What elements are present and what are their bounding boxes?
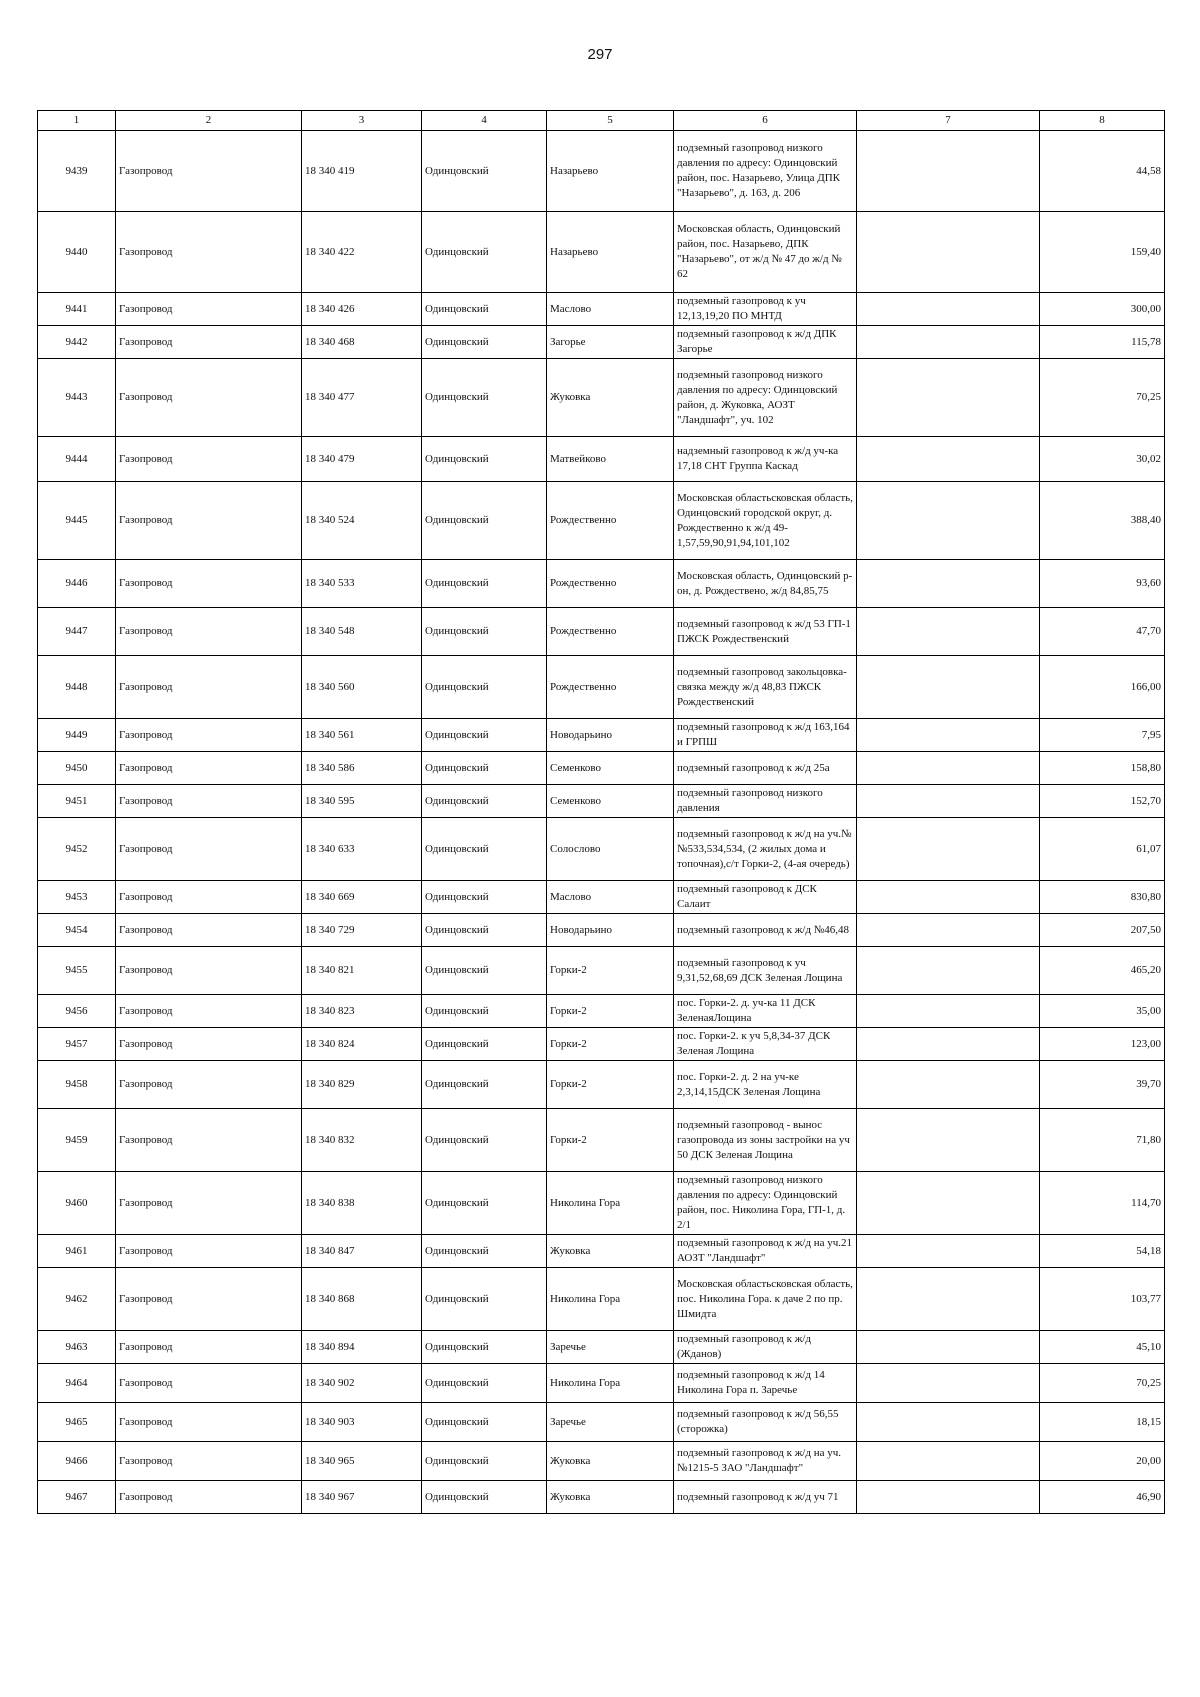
value-cell: 465,20 (1040, 947, 1165, 995)
district-cell: Одинцовский (422, 818, 547, 881)
table-row (38, 212, 1165, 293)
locality-cell: Горки-2 (547, 1109, 674, 1172)
district-cell: Одинцовский (422, 1172, 547, 1235)
table-row (38, 881, 1165, 914)
object-type-cell: Газопровод (116, 719, 302, 752)
object-type-cell: Газопровод (116, 1235, 302, 1268)
description-cell: подземный газопровод к ж/д на уч.№1215-5 ЗАО "Ландшафт" (674, 1442, 857, 1481)
value-cell: 20,00 (1040, 1442, 1165, 1481)
code-cell: 18 340 595 (302, 785, 422, 818)
table-row (38, 1442, 1165, 1481)
locality-cell: Горки-2 (547, 1061, 674, 1109)
row-number-cell: 9451 (38, 785, 116, 818)
code-cell: 18 340 838 (302, 1172, 422, 1235)
row-number-cell: 9444 (38, 437, 116, 482)
code-cell: 18 340 422 (302, 212, 422, 293)
description-cell: надземный газопровод к ж/д уч-ка 17,18 СНТ Группа Каскад (674, 437, 857, 482)
value-cell: 61,07 (1040, 818, 1165, 881)
value-cell: 70,25 (1040, 359, 1165, 437)
code-cell: 18 340 967 (302, 1481, 422, 1514)
column-7-cell (857, 1268, 1040, 1331)
description-cell: подземный газопровод низкого давления по адресу: Одинцовский район, пос. Николина Гора, ГП-1, д. 2/1 (674, 1172, 857, 1235)
column-7-cell (857, 437, 1040, 482)
row-number-cell: 9445 (38, 482, 116, 560)
table-row (38, 1109, 1165, 1172)
column-header: 6 (674, 111, 857, 131)
district-cell: Одинцовский (422, 1442, 547, 1481)
value-cell: 207,50 (1040, 914, 1165, 947)
column-7-cell (857, 560, 1040, 608)
description-cell: подземный газопровод закольцовка-связка между ж/д 48,83 ПЖСК Рождественский (674, 656, 857, 719)
code-cell: 18 340 823 (302, 995, 422, 1028)
row-number-cell: 9448 (38, 656, 116, 719)
description-cell: подземный газопровод к ж/д 14 Николина Гора п. Заречье (674, 1364, 857, 1403)
table-row (38, 914, 1165, 947)
object-type-cell: Газопровод (116, 1061, 302, 1109)
object-type-cell: Газопровод (116, 326, 302, 359)
object-type-cell: Газопровод (116, 752, 302, 785)
value-cell: 70,25 (1040, 1364, 1165, 1403)
district-cell: Одинцовский (422, 1109, 547, 1172)
row-number-cell: 9449 (38, 719, 116, 752)
table-row (38, 1481, 1165, 1514)
description-cell: Московская область, Одинцовский район, пос. Назарьево, ДПК "Назарьево", от ж/д № 47 до ж/д № 62 (674, 212, 857, 293)
column-7-cell (857, 1028, 1040, 1061)
code-cell: 18 340 821 (302, 947, 422, 995)
district-cell: Одинцовский (422, 1403, 547, 1442)
code-cell: 18 340 468 (302, 326, 422, 359)
value-cell: 114,70 (1040, 1172, 1165, 1235)
column-7-cell (857, 656, 1040, 719)
locality-cell: Николина Гора (547, 1268, 674, 1331)
locality-cell: Заречье (547, 1403, 674, 1442)
value-cell: 7,95 (1040, 719, 1165, 752)
code-cell: 18 340 633 (302, 818, 422, 881)
locality-cell: Заречье (547, 1331, 674, 1364)
locality-cell: Новодарьино (547, 719, 674, 752)
value-cell: 152,70 (1040, 785, 1165, 818)
description-cell: пос. Горки-2. д. уч-ка 11 ДСК ЗеленаяЛощина (674, 995, 857, 1028)
description-cell: пос. Горки-2. д. 2 на уч-ке 2,3,14,15ДСК Зеленая Лощина (674, 1061, 857, 1109)
table-row (38, 131, 1165, 212)
district-cell: Одинцовский (422, 785, 547, 818)
row-number-cell: 9440 (38, 212, 116, 293)
locality-cell: Новодарьино (547, 914, 674, 947)
object-type-cell: Газопровод (116, 131, 302, 212)
table-row (38, 560, 1165, 608)
object-type-cell: Газопровод (116, 881, 302, 914)
description-cell: подземный газопровод к ж/д 163,164 и ГРПШ (674, 719, 857, 752)
row-number-cell: 9463 (38, 1331, 116, 1364)
row-number-cell: 9457 (38, 1028, 116, 1061)
table-row (38, 818, 1165, 881)
locality-cell: Солослово (547, 818, 674, 881)
value-cell: 166,00 (1040, 656, 1165, 719)
description-cell: подземный газопровод к ж/д на уч.№№533,534,534, (2 жилых дома и топочная),с/т Горки-2, (4-ая очередь) (674, 818, 857, 881)
district-cell: Одинцовский (422, 719, 547, 752)
object-type-cell: Газопровод (116, 1364, 302, 1403)
locality-cell: Рождественно (547, 482, 674, 560)
district-cell: Одинцовский (422, 914, 547, 947)
locality-cell: Жуковка (547, 1481, 674, 1514)
district-cell: Одинцовский (422, 1364, 547, 1403)
column-7-cell (857, 785, 1040, 818)
row-number-cell: 9456 (38, 995, 116, 1028)
value-cell: 45,10 (1040, 1331, 1165, 1364)
object-type-cell: Газопровод (116, 608, 302, 656)
table-row (38, 752, 1165, 785)
code-cell: 18 340 561 (302, 719, 422, 752)
row-number-cell: 9446 (38, 560, 116, 608)
object-type-cell: Газопровод (116, 212, 302, 293)
row-number-cell: 9458 (38, 1061, 116, 1109)
district-cell: Одинцовский (422, 437, 547, 482)
description-cell: Московская область, Одинцовский р-он, д. Рождествено, ж/д 84,85,75 (674, 560, 857, 608)
description-cell: подземный газопровод к ж/д (Жданов) (674, 1331, 857, 1364)
object-type-cell: Газопровод (116, 1109, 302, 1172)
code-cell: 18 340 586 (302, 752, 422, 785)
column-7-cell (857, 212, 1040, 293)
value-cell: 159,40 (1040, 212, 1165, 293)
object-type-cell: Газопровод (116, 1028, 302, 1061)
district-cell: Одинцовский (422, 995, 547, 1028)
row-number-cell: 9465 (38, 1403, 116, 1442)
row-number-cell: 9439 (38, 131, 116, 212)
column-header: 7 (857, 111, 1040, 131)
value-cell: 388,40 (1040, 482, 1165, 560)
table-row (38, 1028, 1165, 1061)
locality-cell: Николина Гора (547, 1364, 674, 1403)
row-number-cell: 9461 (38, 1235, 116, 1268)
district-cell: Одинцовский (422, 359, 547, 437)
column-7-cell (857, 359, 1040, 437)
row-number-cell: 9447 (38, 608, 116, 656)
value-cell: 830,80 (1040, 881, 1165, 914)
object-type-cell: Газопровод (116, 1442, 302, 1481)
locality-cell: Жуковка (547, 1235, 674, 1268)
table-row (38, 1331, 1165, 1364)
column-7-cell (857, 1172, 1040, 1235)
district-cell: Одинцовский (422, 1268, 547, 1331)
locality-cell: Жуковка (547, 1442, 674, 1481)
column-7-cell (857, 131, 1040, 212)
object-type-cell: Газопровод (116, 818, 302, 881)
code-cell: 18 340 894 (302, 1331, 422, 1364)
locality-cell: Семенково (547, 785, 674, 818)
table-row (38, 1172, 1165, 1235)
district-cell: Одинцовский (422, 752, 547, 785)
row-number-cell: 9441 (38, 293, 116, 326)
district-cell: Одинцовский (422, 881, 547, 914)
table-row (38, 293, 1165, 326)
row-number-cell: 9460 (38, 1172, 116, 1235)
description-cell: подземный газопровод к уч 9,31,52,68,69 ДСК Зеленая Лощина (674, 947, 857, 995)
description-cell: подземный газопровод к ж/д на уч.21 АОЗТ "Ландшафт" (674, 1235, 857, 1268)
object-type-cell: Газопровод (116, 1172, 302, 1235)
locality-cell: Загорье (547, 326, 674, 359)
object-type-cell: Газопровод (116, 947, 302, 995)
column-7-cell (857, 1061, 1040, 1109)
row-number-cell: 9454 (38, 914, 116, 947)
district-cell: Одинцовский (422, 560, 547, 608)
description-cell: подземный газопровод к ж/д уч 71 (674, 1481, 857, 1514)
object-type-cell: Газопровод (116, 785, 302, 818)
district-cell: Одинцовский (422, 131, 547, 212)
row-number-cell: 9442 (38, 326, 116, 359)
column-header: 3 (302, 111, 422, 131)
code-cell: 18 340 903 (302, 1403, 422, 1442)
locality-cell: Маслово (547, 293, 674, 326)
column-header: 1 (38, 111, 116, 131)
district-cell: Одинцовский (422, 947, 547, 995)
code-cell: 18 340 832 (302, 1109, 422, 1172)
row-number-cell: 9464 (38, 1364, 116, 1403)
value-cell: 35,00 (1040, 995, 1165, 1028)
value-cell: 71,80 (1040, 1109, 1165, 1172)
column-7-cell (857, 1235, 1040, 1268)
row-number-cell: 9466 (38, 1442, 116, 1481)
description-cell: подземный газопровод к ж/д №46,48 (674, 914, 857, 947)
object-type-cell: Газопровод (116, 656, 302, 719)
district-cell: Одинцовский (422, 1235, 547, 1268)
column-7-cell (857, 719, 1040, 752)
description-cell: подземный газопровод к ж/д ДПК Загорье (674, 326, 857, 359)
column-header: 5 (547, 111, 674, 131)
column-header: 4 (422, 111, 547, 131)
description-cell: подземный газопровод к уч 12,13,19,20 ПО МНТД (674, 293, 857, 326)
table-row (38, 1235, 1165, 1268)
value-cell: 123,00 (1040, 1028, 1165, 1061)
column-7-cell (857, 1481, 1040, 1514)
locality-cell: Николина Гора (547, 1172, 674, 1235)
object-type-cell: Газопровод (116, 914, 302, 947)
table-row (38, 437, 1165, 482)
description-cell: подземный газопровод к ДСК Салаит (674, 881, 857, 914)
object-type-cell: Газопровод (116, 359, 302, 437)
object-type-cell: Газопровод (116, 1481, 302, 1514)
table-row (38, 785, 1165, 818)
object-type-cell: Газопровод (116, 560, 302, 608)
code-cell: 18 340 548 (302, 608, 422, 656)
code-cell: 18 340 524 (302, 482, 422, 560)
column-7-cell (857, 608, 1040, 656)
object-type-cell: Газопровод (116, 482, 302, 560)
code-cell: 18 340 533 (302, 560, 422, 608)
row-number-cell: 9452 (38, 818, 116, 881)
description-cell: подземный газопровод низкого давления по адресу: Одинцовский район, пос. Назарьево, Улица ДПК "Назарьево", д. 163, д. 206 (674, 131, 857, 212)
object-type-cell: Газопровод (116, 995, 302, 1028)
description-cell: подземный газопровод низкого давления (674, 785, 857, 818)
district-cell: Одинцовский (422, 212, 547, 293)
column-7-cell (857, 1331, 1040, 1364)
object-type-cell: Газопровод (116, 437, 302, 482)
column-7-cell (857, 1109, 1040, 1172)
code-cell: 18 340 560 (302, 656, 422, 719)
column-7-cell (857, 881, 1040, 914)
value-cell: 158,80 (1040, 752, 1165, 785)
table-row (38, 608, 1165, 656)
locality-cell: Семенково (547, 752, 674, 785)
page-number: 297 (587, 46, 613, 63)
object-type-cell: Газопровод (116, 293, 302, 326)
column-header: 8 (1040, 111, 1165, 131)
description-cell: пос. Горки-2. к уч 5,8,34-37 ДСК Зеленая Лощина (674, 1028, 857, 1061)
code-cell: 18 340 829 (302, 1061, 422, 1109)
value-cell: 300,00 (1040, 293, 1165, 326)
row-number-cell: 9453 (38, 881, 116, 914)
object-type-cell: Газопровод (116, 1403, 302, 1442)
value-cell: 47,70 (1040, 608, 1165, 656)
locality-cell: Назарьево (547, 212, 674, 293)
code-cell: 18 340 847 (302, 1235, 422, 1268)
row-number-cell: 9443 (38, 359, 116, 437)
code-cell: 18 340 426 (302, 293, 422, 326)
column-7-cell (857, 293, 1040, 326)
table-row (38, 482, 1165, 560)
row-number-cell: 9462 (38, 1268, 116, 1331)
code-cell: 18 340 477 (302, 359, 422, 437)
value-cell: 44,58 (1040, 131, 1165, 212)
code-cell: 18 340 479 (302, 437, 422, 482)
value-cell: 39,70 (1040, 1061, 1165, 1109)
value-cell: 30,02 (1040, 437, 1165, 482)
object-type-cell: Газопровод (116, 1268, 302, 1331)
column-7-cell (857, 752, 1040, 785)
table-row (38, 947, 1165, 995)
district-cell: Одинцовский (422, 1481, 547, 1514)
district-cell: Одинцовский (422, 656, 547, 719)
column-7-cell (857, 995, 1040, 1028)
row-number-cell: 9467 (38, 1481, 116, 1514)
column-7-cell (857, 1442, 1040, 1481)
table-row (38, 1061, 1165, 1109)
description-cell: подземный газопровод - вынос газопровода из зоны застройки на уч 50 ДСК Зеленая Лощина (674, 1109, 857, 1172)
district-cell: Одинцовский (422, 482, 547, 560)
value-cell: 115,78 (1040, 326, 1165, 359)
locality-cell: Матвейково (547, 437, 674, 482)
column-header: 2 (116, 111, 302, 131)
value-cell: 93,60 (1040, 560, 1165, 608)
locality-cell: Горки-2 (547, 995, 674, 1028)
table-row (38, 359, 1165, 437)
district-cell: Одинцовский (422, 1028, 547, 1061)
code-cell: 18 340 729 (302, 914, 422, 947)
table-row (38, 1268, 1165, 1331)
district-cell: Одинцовский (422, 1061, 547, 1109)
table-row (38, 326, 1165, 359)
column-7-cell (857, 947, 1040, 995)
description-cell: подземный газопровод низкого давления по адресу: Одинцовский район, д. Жуковка, АОЗТ "Ландшафт", уч. 102 (674, 359, 857, 437)
value-cell: 18,15 (1040, 1403, 1165, 1442)
locality-cell: Маслово (547, 881, 674, 914)
code-cell: 18 340 965 (302, 1442, 422, 1481)
row-number-cell: 9450 (38, 752, 116, 785)
table-row (38, 1364, 1165, 1403)
value-cell: 103,77 (1040, 1268, 1165, 1331)
column-7-cell (857, 1364, 1040, 1403)
column-7-cell (857, 818, 1040, 881)
code-cell: 18 340 824 (302, 1028, 422, 1061)
table-row (38, 995, 1165, 1028)
table-row (38, 1403, 1165, 1442)
header-row (38, 111, 1165, 131)
locality-cell: Назарьево (547, 131, 674, 212)
locality-cell: Жуковка (547, 359, 674, 437)
code-cell: 18 340 669 (302, 881, 422, 914)
table-row (38, 656, 1165, 719)
registry-table (37, 110, 1165, 1514)
row-number-cell: 9455 (38, 947, 116, 995)
code-cell: 18 340 868 (302, 1268, 422, 1331)
description-cell: Московская областьсковская область, пос. Николина Гора. к даче 2 по пр. Шмидта (674, 1268, 857, 1331)
code-cell: 18 340 902 (302, 1364, 422, 1403)
district-cell: Одинцовский (422, 1331, 547, 1364)
table-row (38, 719, 1165, 752)
description-cell: подземный газопровод к ж/д 56,55 (сторожка) (674, 1403, 857, 1442)
column-7-cell (857, 326, 1040, 359)
object-type-cell: Газопровод (116, 1331, 302, 1364)
column-7-cell (857, 914, 1040, 947)
column-7-cell (857, 482, 1040, 560)
value-cell: 46,90 (1040, 1481, 1165, 1514)
district-cell: Одинцовский (422, 326, 547, 359)
locality-cell: Горки-2 (547, 1028, 674, 1061)
description-cell: Московская областьсковская область, Одинцовский городской округ, д. Рождественно к ж/д 49-1,57,59,90,91,94,101,102 (674, 482, 857, 560)
locality-cell: Рождественно (547, 560, 674, 608)
row-number-cell: 9459 (38, 1109, 116, 1172)
description-cell: подземный газопровод к ж/д 53 ГП-1 ПЖСК Рождественский (674, 608, 857, 656)
district-cell: Одинцовский (422, 608, 547, 656)
column-7-cell (857, 1403, 1040, 1442)
locality-cell: Горки-2 (547, 947, 674, 995)
district-cell: Одинцовский (422, 293, 547, 326)
value-cell: 54,18 (1040, 1235, 1165, 1268)
locality-cell: Рождественно (547, 608, 674, 656)
locality-cell: Рождественно (547, 656, 674, 719)
code-cell: 18 340 419 (302, 131, 422, 212)
description-cell: подземный газопровод к ж/д 25а (674, 752, 857, 785)
